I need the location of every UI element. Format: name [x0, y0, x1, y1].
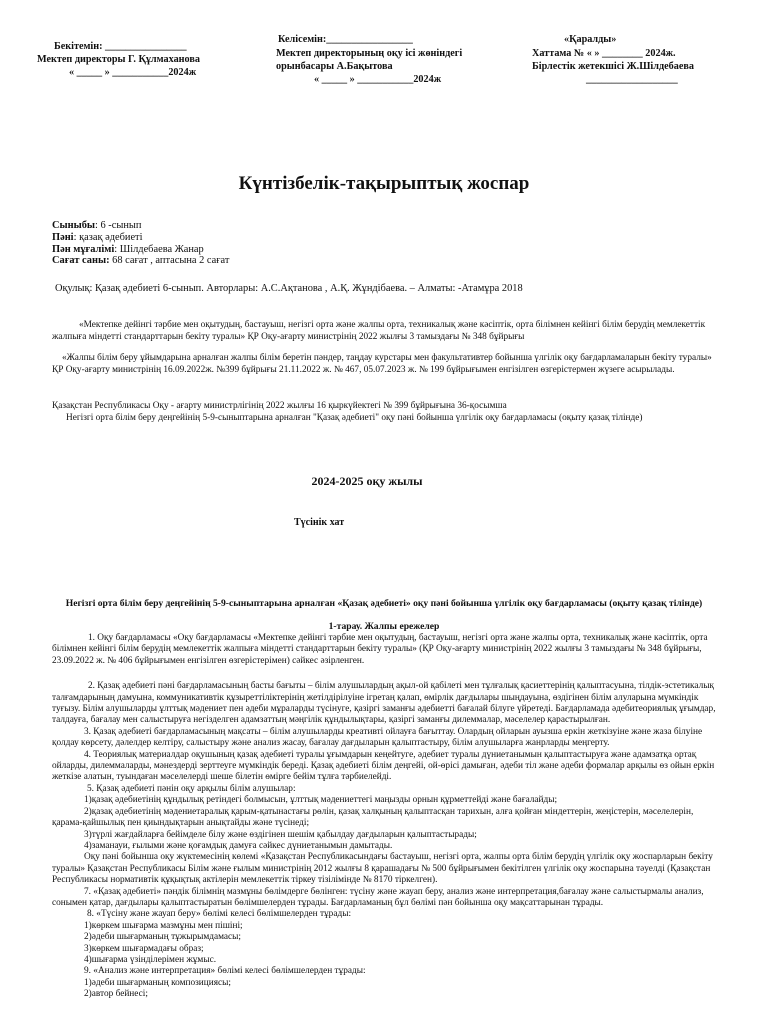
general-provisions-body [52, 633, 716, 1001]
standard-paragraph-3 [52, 401, 716, 424]
program-reference: Негізгі орта білім беру деңгейінің 5-9-сыныптарына арналған "Қазақ әдебиеті" оқу пәні бойынша үлгілік оқу бағдарламасы (оқыту қазақ тілінде) [66, 412, 643, 423]
standard-paragraph-1: «Мектепке дейінгі тәрбие мен оқытудың, бастауыш, негізгі орта және жалпы орта, техникалық және кәсіптік, орта білімнен кейінгі білім берудің мемлекеттік жалпыға міндетті стандарттарын бекіту туралы» ҚР Оқу-ағарту министрінің 2022 жылғы 3 тамыздағы № 348 бұйрығы [52, 320, 706, 342]
kelisemin-position: Мектеп директорының оқу ісі жөніндегі [276, 48, 463, 59]
body-paragraph-5: 5. Қазақ әдебиеті пәнін оқу арқылы білім алушылар: [87, 783, 296, 794]
body-list-item: 4)шығарма үзінділерімен жұмыс. [84, 954, 217, 965]
karaldy-heading: «Қаралды» [564, 34, 617, 45]
teacher-row [52, 244, 229, 256]
body-list-item: 2)қазақ әдебиетінің мәдениетаралық қарым-қатынастағы рөлін, қазақ халқының қалыптасқан тарихын, алға қойған міндеттерін, жеңістерін, мәселелерін, қарама-қайшылық пен қиындықтарын анықтайды және түсінеді; [52, 806, 694, 829]
document-title: Күнтізбелік-тақырыптық жоспар [238, 173, 530, 194]
teacher-value: : Шілдебаева Жанар [114, 243, 204, 255]
body-list-item: 2)автор бейнесі; [84, 989, 148, 1000]
body-paragraph-4: 4. Теориялық материалдар оқушының қазақ әдебиеті туралы ұғымдарын кеңейтуге, әдебиет туралы дүниетанымын қалыптастыруға және адамзатқа ортақ ойларды, дилеммаларды, мәнездерді зерттеуге мүмкіндік береді. Қазақ әдебиеті білім деңгейі, ой-өрісі дамыған, әдеби тіл және әдеби формалар арқылы өз ойын еркін жеткізе алатын, туындаған мәселелерді шеше білетін өмірге бейім тұлға тәрбиелейді. [52, 749, 715, 783]
body-paragraph-7: 7. «Қазақ әдебиеті» пәндік білімнің мазмұны бөлімдерге бөлінген: түсіну және жауап беру, анализ және интерпретация,бағалау және салыстырмалы анализ, сонымен қатар, дағдылары қалыптастыратын бөлімшелерден тұрады. Бағдарламаның бұл бөлімі пән бойынша оқу мақсаттарынан тұрады. [52, 886, 704, 908]
approval-block-kelisemin [276, 33, 462, 86]
body-list-item: 3)түрлі жағдайларға бейімделе білу және өздігінен шешім қабылдау дағдыларын қалыптастырады; [84, 829, 477, 840]
hours-value: 68 сағат , аптасына 2 сағат [109, 255, 230, 267]
body-paragraph-3: 3. Қазақ әдебиеті бағдарламасының мақсаты – білім алушыларды креативті ойлауға бағыттау. Олардың ойларын ауызша еркін жеткізуіне және жаза білуіне қолдау көрсету, дәлелдер келтіру, салыстыру және анализ жасау, бағалау дағдыларын қалыптастыру, білім алушыларға жанрларды меңгерту. [52, 726, 703, 749]
body-list-item: 2)әдеби шығарманың тұжырымдамасы; [84, 932, 241, 943]
hours-row [52, 255, 229, 267]
body-list-item: 1)қазақ әдебиетінің құндылық ретіндегі болмысын, ұлттық мәдениеттегі маңызды орнын құрметтейді және бағалайды; [84, 795, 558, 806]
grade-value: : 6 -сынып [95, 220, 142, 231]
explanatory-note-heading: Түсінік хат [294, 517, 345, 528]
chapter-title: 1-тарау. Жалпы ережелер [328, 621, 440, 632]
body-paragraph-8: 8. «Түсіну және жауап беру» бөлімі келесі бөлімшелерден тұрады: [87, 909, 352, 920]
grade-row [52, 220, 229, 232]
kelisemin-deputy: орынбасары А.Бақытова [276, 61, 393, 72]
academic-year: 2024-2025 оқу жылы [311, 474, 423, 488]
bekitemin-date: « _____ » ___________2024ж [69, 67, 197, 78]
teacher-label: Пән мұғалімі [52, 243, 115, 255]
body-list-item: 3)көркем шығармадағы образ; [84, 943, 204, 954]
hours-label: Сағат саны: [52, 255, 110, 267]
kelisemin-heading: Келісемін:_________________ [278, 34, 413, 45]
annex-reference: Қазақстан Республикасы Оқу - ағарту министрлігінің 2022 жылғы 16 қыркүйектегі № 399 бұйрығына 36-қосымша [52, 401, 507, 411]
bekitemin-director: Мектеп директоры Г. Құлмаханова [37, 54, 200, 65]
body-paragraph-1: 1. Оқу бағдарламасы «Оқу бағдарламасы «Мектепке дейінгі тәрбие мен оқытудың, бастауыш, негізгі орта және жалпы орта, техникалық және кәсіптік, орта білімнен кейінгі білім берудің мемлекеттік жалпыға міндетті стандарттарын бекіту туралы» (ҚР Оқу-ағарту министрінің 2022 жылғы 3 тамыздағы № 348 бұйрығы, 23.09.2022 ж. № 406 бұйрығымен енгізілген өзгерістерімен) сәйкес әзірленген. [52, 633, 708, 666]
approval-block-bekitemin [37, 40, 200, 79]
program-title: Негізгі орта білім беру деңгейінің 5-9-сыныптарына арналған «Қазақ әдебиеті» оқу пәні бойынша үлгілік оқу бағдарламасы (оқыту қазақ тілінде) [65, 598, 703, 609]
body-list-item: 1)әдеби шығарманың композициясы; [84, 977, 231, 988]
approval-block-karaldy [532, 33, 694, 86]
karaldy-protocol: Хаттама № « » ________ 2024ж. [532, 48, 676, 59]
body-paragraph-6: Оқу пәні бойынша оқу жүктемесінің көлемі «Қазақстан Республикасындағы бастауыш, негізгі орта, жалпы орта білім берудің үлгілік оқу жоспарларын бекіту туралы» Қазақстан Республикасы Білім және ғылым министрінің 2012 жылғы 8 қарашадағы № 500 бұйрығымен бекітілген үлгілік оқу жоспарына тәуелді (Қазақстан Республикасы нормативтік құқықтық актілерін мемлекеттік тіркеу тізілімінде № 8170 тіркелген). [52, 852, 713, 886]
subject-label: Пәні [52, 231, 74, 243]
grade-label: Сыныбы [52, 220, 96, 231]
bekitemin-heading: Бекітемін: ________________ [54, 41, 187, 52]
body-list-item: 4)заманауи, ғылыми және қоғамдық дамуға сәйкес дүниетанымын дамытады. [84, 840, 393, 851]
course-info [52, 220, 229, 267]
subject-row [52, 232, 229, 244]
body-paragraph-9: 9. «Анализ және интерпретация» бөлімі келесі бөлімшелерден тұрады: [84, 966, 366, 977]
kelisemin-date: « _____ » ___________2024ж [314, 74, 442, 85]
subject-value: : қазақ әдебиеті [73, 231, 143, 243]
body-paragraph-2: 2. Қазақ әдебиеті пәні бағдарламасының басты бағыты – білім алушылардың ақыл-ой қабілеті мен тұлғалық қасиеттерінің қалыптасуына, тілдік-эстетикалық талғамдарының дамуына, коммуникативтік құзыреттіліктерінің жетілдірілуіне ігретаң қалап, өмірлік дағдылары шыңдауына, өздігінен білім алуларына мүмкіндік туғызу. Білім алушыларды ұлттық мәдениет пен әдеби мұраларды түсінуге, қазіргі заманғы әдебиетті бағалай білуге үйретеді. Бағдарламада әдебитеориялық ұғымдар, талдауға, бағалау мен салыстыруға негізделген адамзаттың мәңгілік құндылықтары, қазіргі заманғы дилеммалар, мәселелер қарастырылған. [52, 681, 716, 726]
standard-paragraph-2: «Жалпы білім беру ұйымдарына арналған жалпы білім беретін пәндер, таңдау курстары мен факультативтер бойынша үлгілік оқу бағдарламаларын бекіту туралы» ҚР Оқу-ағарту министрінің 16.09.2022ж. №399 бұйрығы 21.11.2022 ж. № 467, 05.07.2023 ж. № 199 бұйрығымен енгізілген өзгерістермен жүзеге асырылады. [52, 353, 712, 375]
body-list-item: 1)көркем шығарма мазмұны мен пішіні; [84, 920, 243, 931]
textbook-line: Оқулық: Қазақ әдебиеті 6-сынып. Авторлары: А.С.Ақтанова , А.Қ. Жұндібаева. – Алматы: -Атамұра 2018 [55, 283, 523, 294]
karaldy-head: Бірлестік жетекшісі Ж.Шілдебаева [532, 61, 694, 72]
karaldy-signature-line: __________________ [586, 74, 678, 85]
